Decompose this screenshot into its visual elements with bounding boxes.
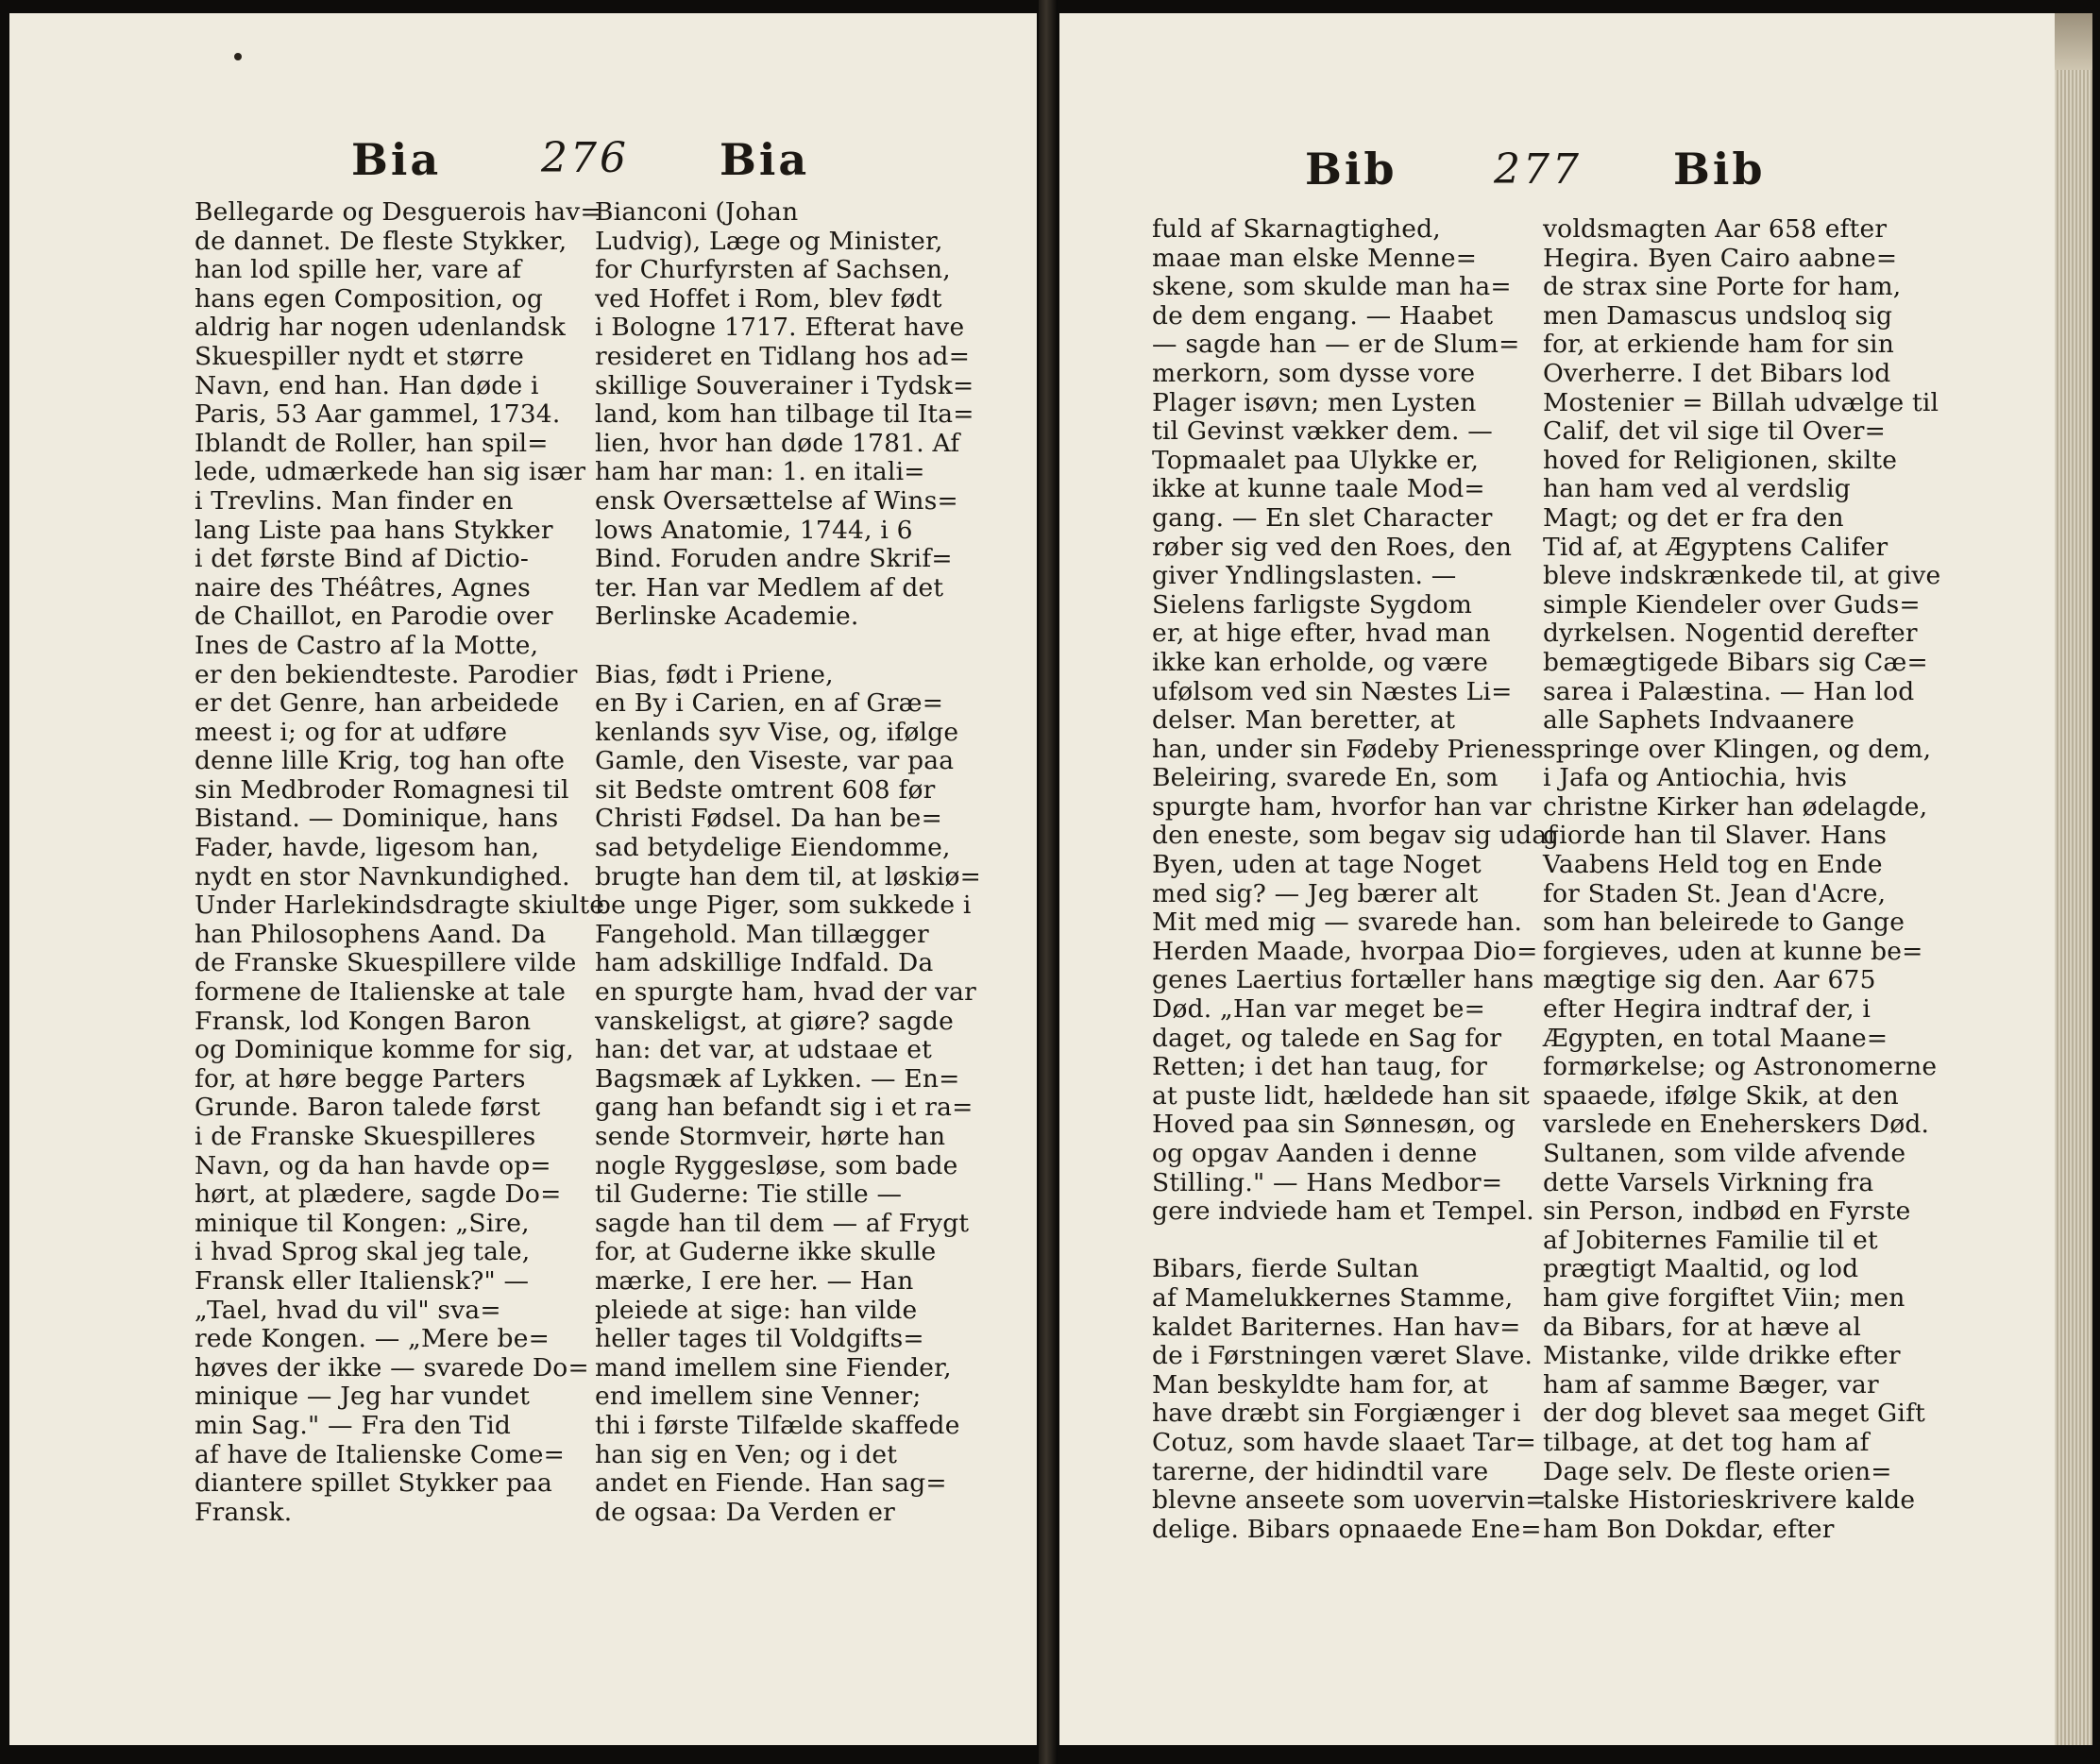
- text-line: aldrig har nogen udenlandsk: [195, 313, 567, 343]
- text-line: i de Franske Skuespilleres: [195, 1122, 536, 1151]
- text-line: ter. Han var Medlem af det: [595, 572, 944, 602]
- text-line: dette Varsels Virkning fra: [1543, 1167, 1874, 1197]
- text-line: i Jafa og Antiochia, hvis: [1543, 763, 1848, 793]
- text-line: Grunde. Baron talede først: [195, 1093, 541, 1123]
- text-line: de Chaillot, en Parodie over: [195, 602, 553, 632]
- text-line: han: det var, at udstaae et: [595, 1035, 932, 1065]
- text-line: Bagsmæk af Lykken. — En=: [595, 1063, 960, 1094]
- text-line: formene de Italienske at tale: [195, 977, 567, 1008]
- text-line: er den bekiendteste. Parodier: [195, 659, 578, 689]
- page-edges: [2055, 13, 2092, 1745]
- text-line: ved Hoffet i Rom, blev født: [595, 283, 942, 314]
- text-line: Bistand. — Dominique, hans: [195, 804, 559, 834]
- text-line: ham adskillige Indfald. Da: [595, 948, 934, 978]
- text-line: af Mamelukkernes Stamme,: [1152, 1282, 1514, 1313]
- text-line: kenlands syv Vise, og, ifølge: [595, 717, 959, 747]
- text-line: Fangehold. Man tillægger: [595, 919, 929, 949]
- text-line: tilbage, at det tog ham af: [1543, 1427, 1870, 1457]
- text-line: maae man elske Menne=: [1152, 243, 1478, 273]
- text-line: lien, hvor han døde 1781. Af: [595, 428, 960, 458]
- text-line: at puste lidt, hældede han sit: [1152, 1080, 1530, 1111]
- text-line: ikke kan erholde, og være: [1152, 647, 1488, 677]
- text-line: for Churfyrsten af Sachsen,: [595, 255, 951, 285]
- text-line: naire des Théâtres, Agnes: [195, 572, 531, 602]
- text-line: Sultanen, som vilde afvende: [1543, 1139, 1906, 1168]
- text-line: sad betydelige Eiendomme,: [595, 833, 951, 863]
- text-line: Berlinske Academie.: [595, 602, 859, 632]
- page-edges-shadow: [2055, 13, 2092, 70]
- text-line: fuld af Skarnagtighed,: [1152, 214, 1441, 244]
- text-line: efter Hegira indtraf der, i: [1543, 994, 1871, 1025]
- text-line: Mit med mig — svarede han.: [1152, 907, 1523, 938]
- text-line: heller tages til Voldgifts=: [595, 1324, 924, 1354]
- text-line: for, at Guderne ikke skulle: [595, 1237, 937, 1267]
- text-line: „Tael, hvad du vil" sva=: [195, 1295, 501, 1325]
- text-line: der dog blevet saa meget Gift: [1543, 1399, 1925, 1429]
- text-line: Man beskyldte ham for, at: [1152, 1369, 1489, 1399]
- text-line: Ludvig), Læge og Minister,: [595, 226, 943, 256]
- text-line: Tid af, at Ægyptens Califer: [1543, 532, 1888, 562]
- text-line: sagde han til dem — af Frygt: [595, 1208, 970, 1238]
- text-line: men Damascus undsloq sig: [1543, 300, 1893, 331]
- text-line: mærke, I ere her. — Han: [595, 1265, 914, 1296]
- right-header-word-left: Bib: [1305, 144, 1397, 195]
- text-line: den eneste, som begav sig udaf: [1152, 821, 1557, 851]
- text-line: Christi Fødsel. Da han be=: [595, 804, 942, 834]
- text-line: Paris, 53 Aar gammel, 1734.: [195, 399, 561, 430]
- text-line: for, at høre begge Parters: [195, 1063, 526, 1094]
- text-line: ham give forgiftet Viin; men: [1543, 1282, 1905, 1313]
- text-line: til Guderne: Tie stille —: [595, 1179, 903, 1210]
- text-line: — sagde han — er de Slum=: [1152, 330, 1520, 360]
- text-line: Mostenier = Billah udvælge til: [1543, 387, 1939, 417]
- ink-speck: [234, 53, 242, 60]
- text-line: nydt en stor Navnkundighed.: [195, 861, 570, 891]
- text-line: lang Liste paa hans Stykker: [195, 515, 553, 545]
- text-line: røber sig ved den Roes, den: [1152, 532, 1513, 562]
- text-line: spaaede, ifølge Skik, at den: [1543, 1080, 1899, 1111]
- text-line: min Sag." — Fra den Tid: [195, 1410, 512, 1440]
- text-line: denne lille Krig, tog han ofte: [195, 746, 566, 776]
- left-page-column-2: [595, 198, 981, 1527]
- text-line: gang han befandt sig i et ra=: [595, 1093, 974, 1123]
- text-line: merkorn, som dysse vore: [1152, 358, 1476, 388]
- text-line: som han beleirede to Gange: [1543, 907, 1905, 938]
- text-line: han Philosophens Aand. Da: [195, 919, 547, 949]
- text-line: resideret en Tidlang hos ad=: [595, 341, 971, 371]
- text-line: sin Person, indbød en Fyrste: [1543, 1196, 1911, 1227]
- left-header-word-right: Bia: [720, 134, 810, 185]
- text-line: prægtigt Maaltid, og lod: [1543, 1254, 1859, 1284]
- text-line: vanskeligst, at giøre? sagde: [595, 1006, 955, 1036]
- text-line: sende Stormveir, hørte han: [595, 1122, 946, 1151]
- text-line: Bias, født i Priene,: [595, 659, 834, 689]
- text-line: for Staden St. Jean d'Acre,: [1543, 878, 1887, 908]
- text-line: daget, og talede en Sag for: [1152, 1023, 1502, 1053]
- text-line: Ægypten, en total Maane=: [1543, 1023, 1888, 1053]
- text-line: [595, 632, 981, 661]
- text-line: bleve indskrænkede til, at give: [1543, 561, 1941, 591]
- text-line: han ham ved al verdslig: [1543, 474, 1851, 504]
- left-page-number: 276: [541, 134, 629, 182]
- text-line: en By i Carien, en af Græ=: [595, 688, 944, 719]
- text-line: og opgav Aanden i denne: [1152, 1139, 1478, 1168]
- text-line: brugte han dem til, at løskiø=: [595, 861, 982, 891]
- text-line: de Franske Skuespillere vilde: [195, 948, 577, 978]
- text-line: af Jobiternes Familie til et: [1543, 1225, 1878, 1255]
- text-line: varslede en Eneherskers Død.: [1543, 1110, 1930, 1140]
- text-line: mand imellem sine Fiender,: [595, 1352, 952, 1382]
- text-line: høves der ikke — svarede Do=: [195, 1352, 589, 1382]
- text-line: simple Kiendeler over Guds=: [1543, 589, 1921, 619]
- text-line: Bibars, fierde Sultan: [1152, 1254, 1419, 1284]
- text-line: Bianconi (Johan: [595, 197, 799, 227]
- text-line: have dræbt sin Forgiænger i: [1152, 1399, 1521, 1429]
- text-line: Navn, end han. Han døde i: [195, 370, 539, 400]
- text-line: sit Bedste omtrent 608 før: [595, 774, 936, 805]
- text-line: i Bologne 1717. Efterat have: [595, 313, 965, 343]
- text-line: delser. Man beretter, at: [1152, 705, 1456, 736]
- text-line: lows Anatomie, 1744, i 6: [595, 515, 913, 545]
- text-line: af have de Italienske Come=: [195, 1439, 566, 1469]
- text-line: Fransk, lod Kongen Baron: [195, 1006, 532, 1036]
- text-line: skene, som skulde man ha=: [1152, 272, 1512, 302]
- text-line: de dem engang. — Haabet: [1152, 300, 1494, 331]
- text-line: for, at erkiende ham for sin: [1543, 330, 1894, 360]
- text-line: ham Bon Dokdar, efter: [1543, 1514, 1835, 1544]
- text-line: Mistanke, vilde drikke efter: [1543, 1341, 1901, 1371]
- text-line: land, kom han tilbage til Ita=: [595, 399, 974, 430]
- text-line: skillige Souverainer i Tydsk=: [595, 370, 974, 400]
- text-line: end imellem sine Venner;: [595, 1382, 922, 1412]
- text-line: sin Medbroder Romagnesi til: [195, 774, 569, 805]
- text-line: de dannet. De fleste Stykker,: [195, 226, 567, 256]
- text-line: med sig? — Jeg bærer alt: [1152, 878, 1479, 908]
- text-line: giorde han til Slaver. Hans: [1543, 821, 1888, 851]
- left-page: [9, 13, 1037, 1745]
- text-line: de ogsaa: Da Verden er: [595, 1497, 895, 1527]
- text-line: gere indviede ham et Tempel.: [1152, 1196, 1534, 1227]
- right-page: [1059, 13, 2055, 1745]
- text-line: er, at hige efter, hvad man: [1152, 619, 1491, 649]
- right-header-word-right: Bib: [1673, 144, 1766, 195]
- text-line: i det første Bind af Dictio-: [195, 544, 530, 574]
- text-line: i hvad Sprog skal jeg tale,: [195, 1237, 531, 1267]
- right-page-column-2: [1543, 215, 1940, 1544]
- text-line: hørt, at plædere, sagde Do=: [195, 1179, 562, 1210]
- text-line: ufølsom ved sin Næstes Li=: [1152, 676, 1513, 706]
- text-line: talske Historieskrivere kalde: [1543, 1485, 1916, 1516]
- text-line: Vaabens Held tog en Ende: [1543, 850, 1883, 880]
- text-line: nogle Ryggesløse, som bade: [595, 1150, 958, 1180]
- text-line: Fransk.: [195, 1497, 293, 1527]
- text-line: Ines de Castro af la Motte,: [195, 630, 539, 660]
- text-line: de i Førstningen været Slave.: [1152, 1341, 1533, 1371]
- text-line: ensk Oversættelse af Wins=: [595, 485, 958, 516]
- text-line: forgieves, uden at kunne be=: [1543, 936, 1923, 966]
- text-line: hoved for Religionen, skilte: [1543, 445, 1898, 475]
- text-line: dyrkelsen. Nogentid derefter: [1543, 619, 1918, 649]
- text-line: de strax sine Porte for ham,: [1543, 272, 1902, 302]
- text-line: thi i første Tilfælde skaffede: [595, 1410, 960, 1440]
- text-line: Navn, og da han havde op=: [195, 1150, 551, 1180]
- text-line: ham har man: 1. en itali=: [595, 457, 925, 487]
- text-line: alle Saphets Indvaanere: [1543, 705, 1854, 736]
- text-line: andet en Fiende. Han sag=: [595, 1468, 947, 1499]
- text-line: delige. Bibars opnaaede Ene=: [1152, 1514, 1542, 1544]
- text-line: Død. „Han var meget be=: [1152, 994, 1485, 1025]
- text-line: til Gevinst vækker dem. —: [1152, 416, 1493, 447]
- text-line: formørkelse; og Astronomerne: [1543, 1052, 1938, 1082]
- text-line: bemægtigede Bibars sig Cæ=: [1543, 647, 1928, 677]
- text-line: Bellegarde og Desguerois hav=: [195, 197, 601, 227]
- text-line: be unge Piger, som sukkede i: [595, 890, 972, 921]
- book-gutter: [1039, 0, 1058, 1764]
- text-line: genes Laertius fortæller hans: [1152, 965, 1534, 995]
- text-line: og Dominique komme for sig,: [195, 1035, 574, 1065]
- text-line: Herden Maade, hvorpaa Dio=: [1152, 936, 1538, 966]
- text-line: pleiede at sige: han vilde: [595, 1295, 918, 1325]
- right-page-column-1: [1152, 215, 1556, 1544]
- text-line: Hoved paa sin Sønnesøn, og: [1152, 1110, 1516, 1140]
- text-line: er det Genre, han arbeidede: [195, 688, 560, 719]
- text-line: en spurgte ham, hvad der var: [595, 977, 977, 1008]
- text-line: Iblandt de Roller, han spil=: [195, 428, 549, 458]
- text-line: Retten; i det han taug, for: [1152, 1052, 1488, 1082]
- text-line: springe over Klingen, og dem,: [1543, 734, 1932, 764]
- text-line: Beleiring, svarede En, som: [1152, 763, 1499, 793]
- left-header-word-left: Bia: [351, 134, 442, 185]
- text-line: i Trevlins. Man finder en: [195, 485, 514, 516]
- text-line: rede Kongen. — „Mere be=: [195, 1324, 550, 1354]
- text-line: minique til Kongen: „Sire,: [195, 1208, 530, 1238]
- text-line: han sig en Ven; og i det: [595, 1439, 898, 1469]
- text-line: da Bibars, for at hæve al: [1543, 1312, 1862, 1342]
- text-line: Dage selv. De fleste orien=: [1543, 1456, 1892, 1486]
- text-line: Plager isøvn; men Lysten: [1152, 387, 1477, 417]
- text-line: mægtige sig den. Aar 675: [1543, 965, 1876, 995]
- text-line: Hegira. Byen Cairo aabne=: [1543, 243, 1898, 273]
- text-line: christne Kirker han ødelagde,: [1543, 791, 1928, 822]
- text-line: Byen, uden at tage Noget: [1152, 850, 1482, 880]
- text-line: voldsmagten Aar 658 efter: [1543, 214, 1888, 244]
- text-line: kaldet Bariternes. Han hav=: [1152, 1312, 1521, 1342]
- text-line: spurgte ham, hvorfor han var: [1152, 791, 1532, 822]
- text-line: Magt; og det er fra den: [1543, 502, 1844, 533]
- text-line: tarerne, der hidindtil vare: [1152, 1456, 1489, 1486]
- text-line: diantere spillet Stykker paa: [195, 1468, 552, 1499]
- text-line: Cotuz, som havde slaaet Tar=: [1152, 1427, 1537, 1457]
- text-line: lede, udmærkede han sig især: [195, 457, 586, 487]
- text-line: Bind. Foruden andre Skrif=: [595, 544, 953, 574]
- text-line: ham af samme Bæger, var: [1543, 1369, 1879, 1399]
- text-line: Fader, havde, ligesom han,: [195, 833, 540, 863]
- text-line: [1152, 1227, 1556, 1256]
- text-line: meest i; og for at udføre: [195, 717, 508, 747]
- text-line: han, under sin Fødeby Prienes: [1152, 734, 1544, 764]
- text-line: sarea i Palæstina. — Han lod: [1543, 676, 1915, 706]
- text-line: Under Harlekindsdragte skiulte: [195, 890, 605, 921]
- text-line: blevne anseete som uovervin=: [1152, 1485, 1547, 1516]
- text-line: Calif, det vil sige til Over=: [1543, 416, 1887, 447]
- text-line: gang. — En slet Character: [1152, 502, 1493, 533]
- text-line: Gamle, den Viseste, var paa: [595, 746, 955, 776]
- text-line: Stilling." — Hans Medbor=: [1152, 1167, 1503, 1197]
- text-line: Sielens farligste Sygdom: [1152, 589, 1473, 619]
- text-line: Overherre. I det Bibars lod: [1543, 358, 1891, 388]
- left-page-column-1: [195, 198, 604, 1527]
- text-line: hans egen Composition, og: [195, 283, 544, 314]
- text-line: minique — Jeg har vundet: [195, 1382, 531, 1412]
- text-line: Skuespiller nydt et større: [195, 341, 524, 371]
- text-line: ikke at kunne taale Mod=: [1152, 474, 1485, 504]
- text-line: giver Yndlingslasten. —: [1152, 561, 1457, 591]
- right-page-number: 277: [1494, 145, 1582, 194]
- text-line: Topmaalet paa Ulykke er,: [1152, 445, 1480, 475]
- text-line: han lod spille her, vare af: [195, 255, 522, 285]
- text-line: Fransk eller Italiensk?" —: [195, 1265, 530, 1296]
